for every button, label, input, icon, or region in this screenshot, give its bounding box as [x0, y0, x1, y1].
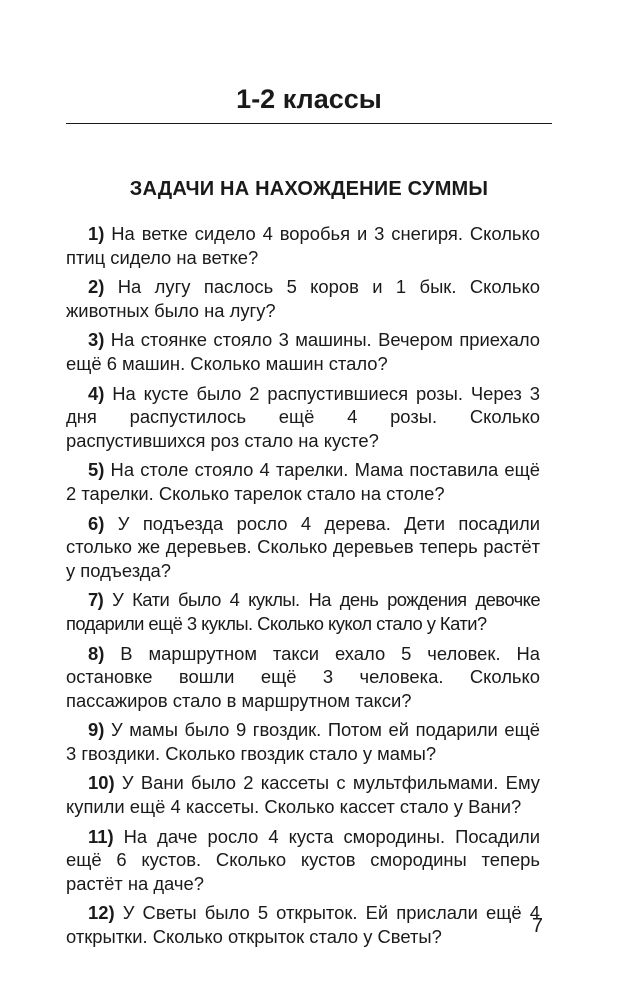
problem-text: В маршрутном такси ехало 5 человек. На остановке вошли ещё 3 человека. Сколько пассажиров стало в маршрутном такси? — [66, 642, 540, 711]
problem-4 — [66, 382, 540, 453]
problem-number: 8) — [88, 642, 105, 664]
section-title: ЗАДАЧИ НА НАХОЖДЕНИЕ СУММЫ — [129, 178, 489, 200]
problem-number: 10) — [88, 772, 115, 794]
header-rule — [66, 123, 552, 124]
problem-12 — [66, 901, 540, 948]
problem-3 — [66, 328, 540, 375]
problem-text: На даче росло 4 куста смородины. Посадили ещё 6 кустов. Сколько кустов смородины теперь растёт на даче? — [66, 825, 540, 894]
problem-2 — [66, 275, 540, 322]
problem-8 — [66, 642, 540, 713]
problem-11 — [66, 825, 540, 896]
problem-text: На столе стояло 4 тарелки. Мама поставила ещё 2 тарелки. Сколько тарелок стало на столе? — [66, 459, 540, 504]
problem-text: На ветке сидело 4 воробья и 3 снегиря. Сколько птиц сидело на ветке? — [66, 223, 540, 268]
problem-number: 2) — [88, 276, 105, 298]
problem-list — [66, 222, 540, 955]
problem-7 — [66, 588, 540, 635]
problem-number: 1) — [88, 223, 105, 244]
problem-text: На кусте было 2 распустившиеся розы. Через 3 дня распустилось ещё 4 розы. Сколько распустившихся роз стало на кусте? — [66, 382, 540, 451]
problem-number: 6) — [88, 512, 105, 534]
problem-6 — [66, 512, 540, 583]
problem-number: 7) — [88, 589, 104, 611]
problem-number: 5) — [88, 459, 105, 481]
problem-text: У Светы было 5 открыток. Ей прислали ещё 4 открытки. Сколько открыток стало у Светы? — [66, 902, 540, 948]
problem-text: У Вани было 2 кассеты с мультфильмами. Ему купили ещё 4 кассеты. Сколько кассет стало у Вани? — [66, 772, 540, 818]
problem-text: У подъезда росло 4 дерева. Дети посадили столько же деревьев. Сколько деревьев теперь растёт у подъезда? — [66, 512, 540, 581]
problem-10 — [66, 771, 540, 818]
problem-text: У мамы было 9 гвоздик. Потом ей подарили ещё 3 гвоздики. Сколько гвоздик стало у мамы? — [66, 719, 540, 764]
problem-1 — [66, 222, 540, 269]
problem-number: 4) — [88, 382, 105, 404]
problem-number: 9) — [88, 719, 105, 741]
problem-text: У Кати было 4 куклы. На день рождения девочке подарили ещё 3 куклы. Сколько кукол стало у Кати? — [66, 589, 541, 634]
problem-5 — [66, 458, 540, 505]
problem-number: 3) — [88, 329, 105, 351]
problem-text: На стоянке стояло 3 машины. Вечером приехало ещё 6 машин. Сколько машин стало? — [66, 329, 540, 374]
problem-9 — [66, 718, 540, 765]
problem-text: На лугу паслось 5 коров и 1 бык. Сколько животных было на лугу? — [66, 276, 540, 321]
problem-number: 12) — [88, 902, 115, 924]
page-number: 7 — [531, 915, 543, 937]
problem-number: 11) — [88, 825, 114, 847]
running-header: 1-2 классы — [236, 84, 382, 114]
